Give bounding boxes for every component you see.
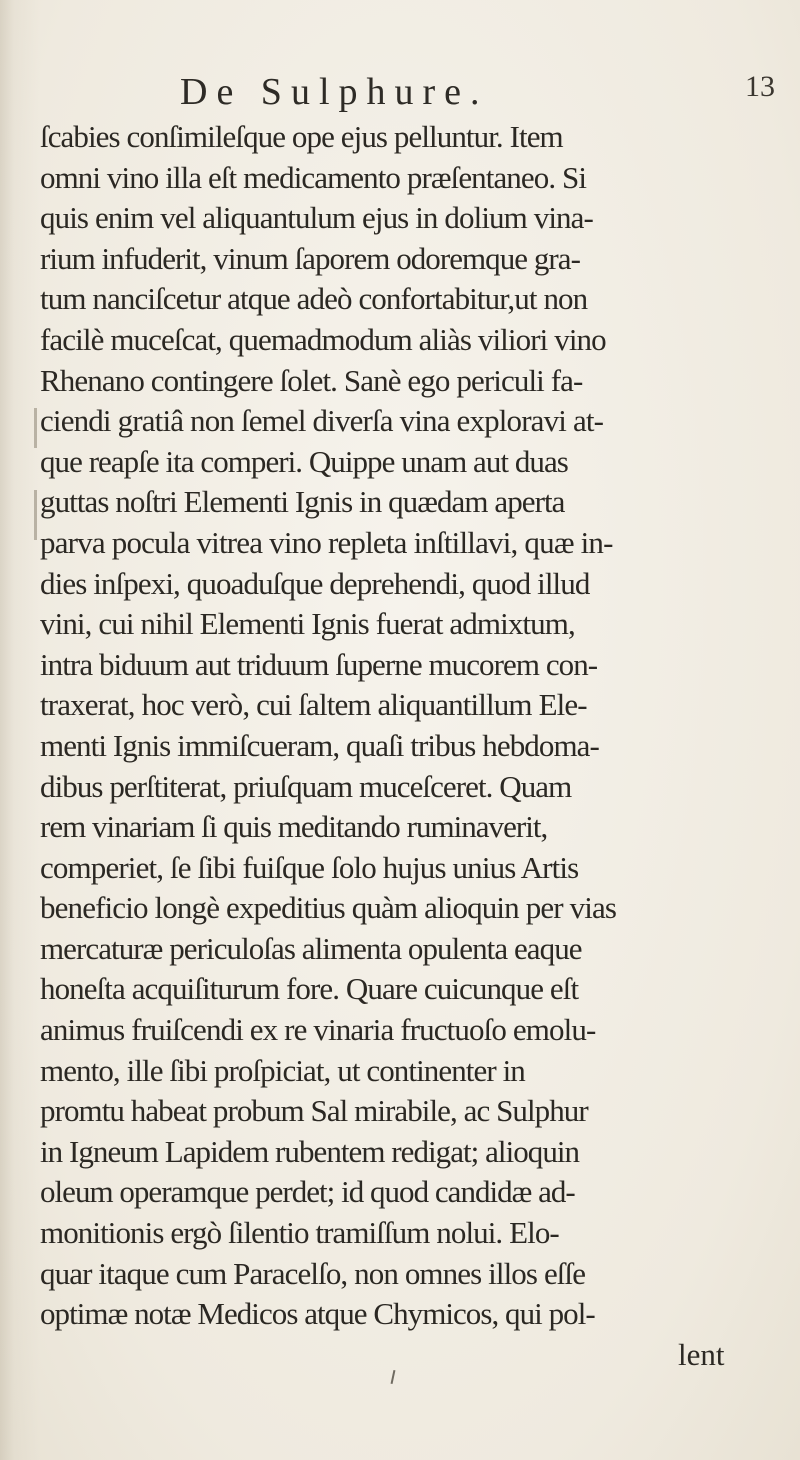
text-line: quis enim vel aliquantulum ejus in dolium vina- <box>40 200 593 236</box>
text-line: intra biduum aut triduum ſuperne mucorem con- <box>40 646 598 682</box>
text-line: rem vinariam ſi quis meditando ruminaverit, <box>40 809 548 845</box>
text-line: in Igneum Lapidem rubentem redigat; alioquin <box>40 1133 580 1169</box>
text-line: monitionis ergò ſilentio tramiſſum nolui. Elo- <box>40 1215 559 1251</box>
text-line: omni vino illa eſt medicamento præſentaneo. Si <box>40 159 587 195</box>
page-number: 13 <box>745 70 775 103</box>
text-line: beneficio longè expeditius quàm alioquin per vias <box>40 890 617 926</box>
text-line: tum nanciſcetur atque adeò confortabitur,ut non <box>40 281 588 317</box>
text-line: honeſta acquiſiturum fore. Quare cuicunque eſt <box>40 971 579 1007</box>
binding-shadow-mark <box>34 490 37 540</box>
text-line: ciendi gratiâ non ſemel diverſa vina exploravi at- <box>40 403 604 439</box>
text-line: dies inſpexi, quoaduſque deprehendi, quod illud <box>40 565 590 601</box>
body-text <box>40 117 800 1375</box>
text-line: traxerat, hoc verò, cui ſaltem aliquantillum Ele- <box>40 687 587 723</box>
text-line: menti Ignis immiſcueram, quaſi tribus hebdoma- <box>40 727 599 763</box>
text-line: facilè muceſcat, quemadmodum aliàs viliori vino <box>40 321 606 357</box>
text-line: optimæ notæ Medicos atque Chymicos, qui pol- <box>40 1296 595 1332</box>
text-line: parva pocula vitrea vino repleta inſtillavi, quæ in- <box>40 524 613 560</box>
text-line: guttas noſtri Elementi Ignis in quædam aperta <box>40 484 565 520</box>
text-line: animus fruiſcendi ex re vinaria fructuoſo emolu- <box>40 1012 596 1048</box>
text-line: que reapſe ita comperi. Quippe unam aut duas <box>40 443 568 479</box>
running-title: De Sulphure. <box>180 71 489 113</box>
text-line: mercaturæ periculoſas alimenta opulenta eaque <box>40 930 582 966</box>
page-header <box>0 70 800 118</box>
text-line: rium infuderit, vinum ſaporem odoremque gra- <box>40 240 580 276</box>
text-line: Rhenano contingere ſolet. Sanè ego periculi fa- <box>40 362 583 398</box>
text-line: comperiet, ſe ſibi fuiſque ſolo hujus unius Artis <box>40 849 579 885</box>
text-line: oleum operamque perdet; id quod candidæ ad- <box>40 1174 575 1210</box>
text-line: mento, ille ſibi proſpiciat, ut continenter in <box>40 1052 525 1088</box>
catchword: lent <box>678 1336 725 1372</box>
text-line: dibus perſtiterat, priuſquam muceſceret. Quam <box>40 768 572 804</box>
text-line: promtu habeat probum Sal mirabile, ac Sulphur <box>40 1093 588 1129</box>
text-line: ſcabies conſimileſque ope ejus pelluntur. Item <box>40 119 563 154</box>
text-line: quar itaque cum Paracelſo, non omnes illos eſſe <box>40 1255 586 1291</box>
binding-shadow-mark <box>34 408 37 448</box>
text-line: vini, cui nihil Elementi Ignis fuerat admixtum, <box>40 606 575 642</box>
